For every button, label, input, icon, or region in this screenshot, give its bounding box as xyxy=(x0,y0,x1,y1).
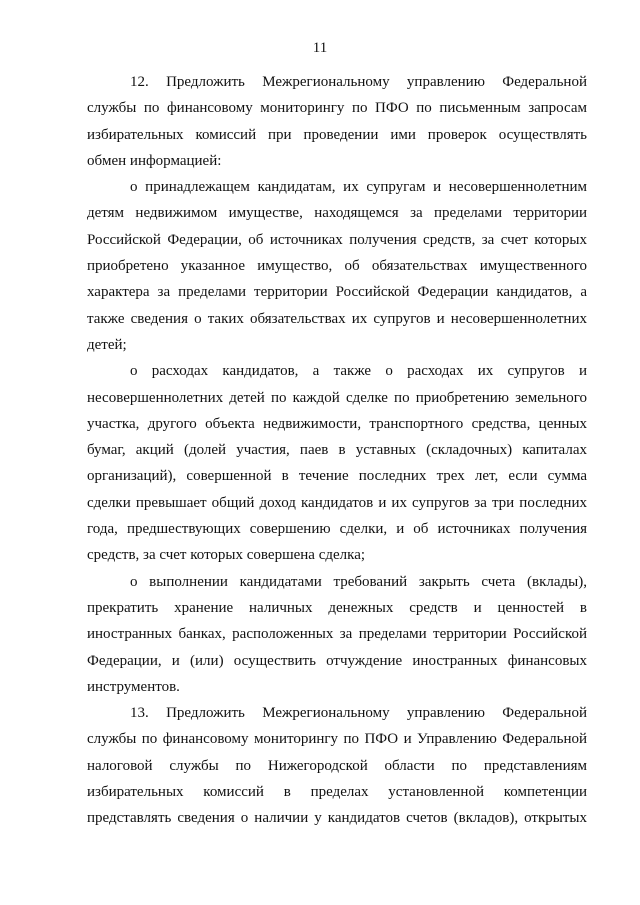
text-line: иностранных банках, расположенных за пределами территории Российской xyxy=(87,626,587,643)
paragraph-12-property xyxy=(87,174,587,358)
text-line: налоговой службы по Нижегородской области по представлениям xyxy=(87,757,587,774)
text-line: о принадлежащем кандидатам, их супругам и несовершеннолетним xyxy=(130,179,587,196)
text-line: представлять сведения о наличии у кандидатов счетов (вкладов), открытых xyxy=(87,810,587,827)
text-line: избирательных комиссий при проведении ими проверок осуществлять xyxy=(87,126,587,143)
text-line: участка, другого объекта недвижимости, транспортного средства, ценных xyxy=(87,415,587,432)
paragraph-12-foreign-accounts xyxy=(87,569,587,700)
text-line: детям недвижимом имуществе, находящемся за пределами территории xyxy=(87,205,587,222)
text-line: характера за пределами территории Российской Федерации кандидатов, а xyxy=(87,284,587,301)
text-line: о расходах кандидатов, а также о расходах их супругов и xyxy=(130,363,587,380)
text-line: также сведения о таких обязательствах их супругов и несовершеннолетних xyxy=(87,310,587,327)
text-line: года, предшествующих совершению сделки, и об источниках получения xyxy=(87,521,587,538)
paragraph-13 xyxy=(87,700,587,831)
text-line: детей; xyxy=(87,336,127,353)
text-line: Российской Федерации, об источниках получения средств, за счет которых xyxy=(87,231,587,248)
text-line: бумаг, акций (долей участия, паев в уставных (складочных) капиталах xyxy=(87,442,587,459)
text-line: инструментов. xyxy=(87,678,180,695)
paragraph-12 xyxy=(87,69,587,174)
text-line: прекратить хранение наличных денежных средств и ценностей в xyxy=(87,599,587,616)
text-line: о выполнении кандидатами требований закрыть счета (вклады), xyxy=(130,573,587,590)
text-line: сделки превышает общий доход кандидатов и их супругов за три последних xyxy=(87,494,587,511)
text-line: 12. Предложить Межрегиональному управлению Федеральной xyxy=(130,74,587,90)
text-line: 13. Предложить Межрегиональному управлению Федеральной xyxy=(130,705,587,722)
text-line: приобретено указанное имущество, об обязательствах имущественного xyxy=(87,258,587,275)
text-line: обмен информацией: xyxy=(87,152,222,169)
paragraph-12-expenses xyxy=(87,358,587,568)
text-line: несовершеннолетних детей по каждой сделке по приобретению земельного xyxy=(87,389,587,406)
text-line: средств, за счет которых совершена сделка; xyxy=(87,547,366,564)
document-body xyxy=(87,69,587,832)
text-line: избирательных комиссий в пределах установленной компетенции xyxy=(87,784,587,801)
page-number: 11 xyxy=(312,40,328,56)
text-line: службы по финансовому мониторингу по ПФО по письменным запросам xyxy=(87,100,587,117)
text-line: организаций), совершенной в течение последних трех лет, если сумма xyxy=(87,468,587,485)
text-line: службы по финансовому мониторингу по ПФО и Управлению Федеральной xyxy=(87,731,587,748)
text-line: Федерации, и (или) осуществить отчуждение иностранных финансовых xyxy=(87,652,587,669)
